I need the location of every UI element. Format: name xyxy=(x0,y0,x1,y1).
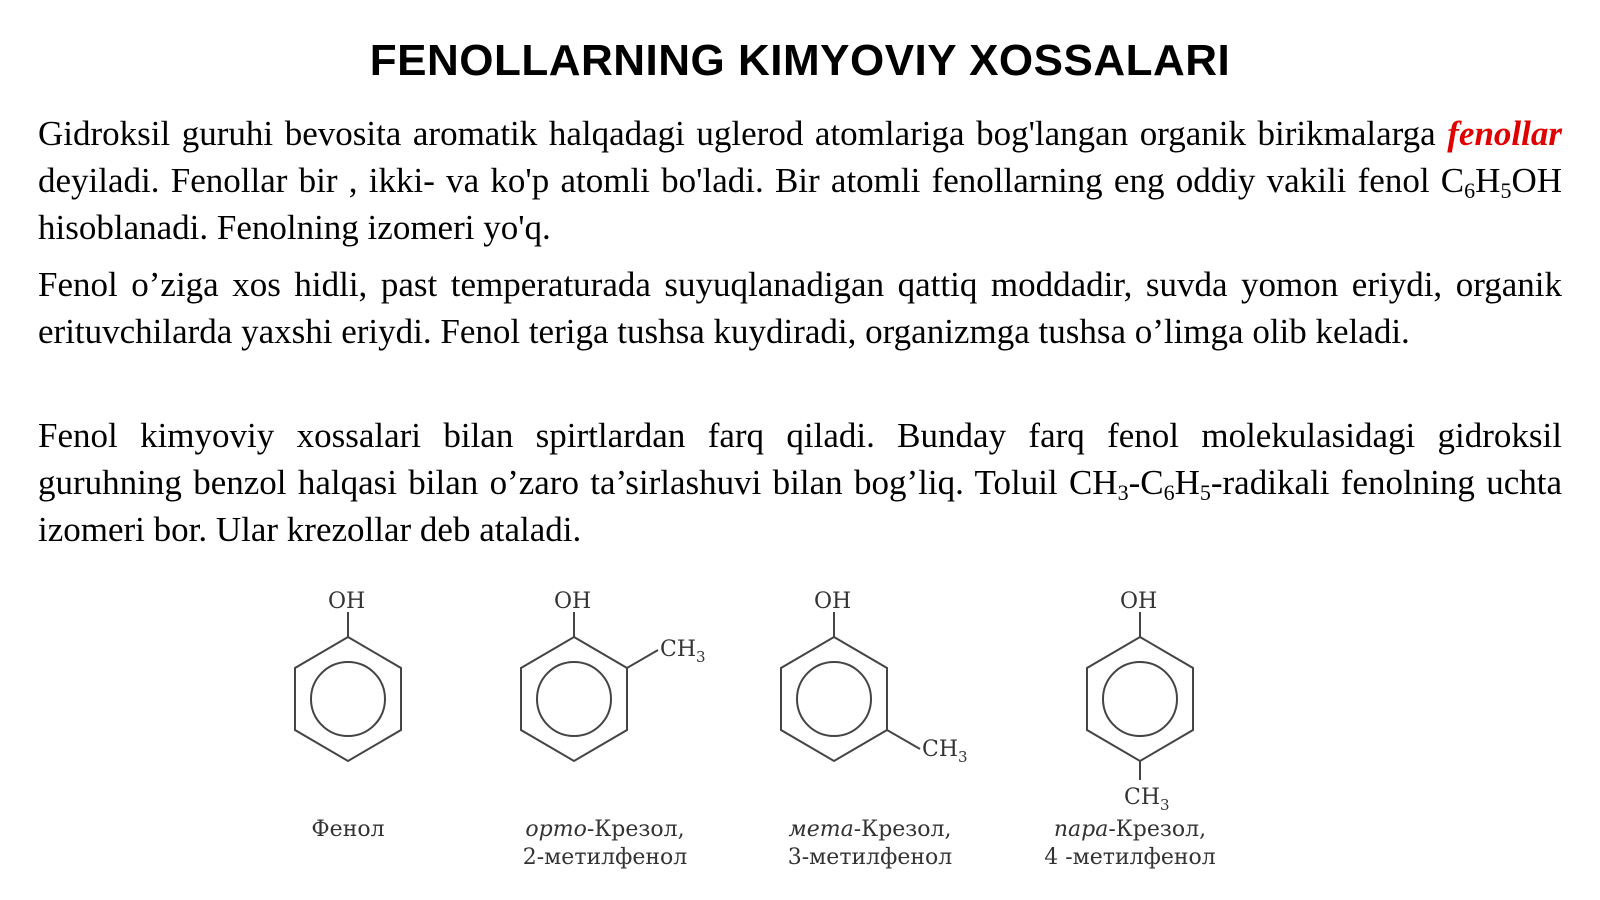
slide-title: FENOLLARNING KIMYOVIY XOSSALARI xyxy=(369,36,1231,85)
subscript: 5 xyxy=(1199,480,1211,505)
paragraph-cresols xyxy=(38,412,1562,553)
caption-prefix: орто xyxy=(525,817,587,842)
oh-label: OH xyxy=(1120,589,1158,614)
phenol-caption: Фенол xyxy=(311,817,385,842)
oh-label: OH xyxy=(814,589,852,614)
highlight-term: fenollar xyxy=(1447,114,1562,153)
caption-line: 3-метилфенол xyxy=(787,845,953,870)
para-cresol-caption xyxy=(1030,816,1230,872)
caption-line xyxy=(1030,816,1230,844)
caption-line: 4 -метилфенол xyxy=(1044,845,1216,870)
paragraph-text: H xyxy=(1475,161,1501,200)
subscript: 6 xyxy=(1464,178,1476,203)
structures-panel xyxy=(0,560,1600,900)
paragraph-text: H xyxy=(1174,463,1200,502)
paragraph-text: Fenol kimyoviy xossalari bilan spirtlardan farq qiladi. Bunday farq fenol molekulasidagi gidroksil guruhning benzol halqasi bilan o’zaro ta’sirlashuvi bilan bog’liq. Toluil CH xyxy=(38,416,1562,502)
oh-label: OH xyxy=(554,589,592,614)
meta-cresol-caption xyxy=(770,816,970,872)
paragraph-text: deyiladi. Fenollar bir , ikki- va ko'p atomli bo'ladi. Bir atomli fenollarning eng oddiy vakili fenol C xyxy=(38,161,1465,200)
para-cresol-structure xyxy=(1087,612,1193,780)
caption-text: -Крезол, xyxy=(1108,817,1207,842)
paragraph-text: OH hisoblanadi. Fenolning izomeri yo'q. xyxy=(38,161,1562,247)
ch3-label: $CH_3$ xyxy=(1124,785,1170,814)
caption-line xyxy=(505,816,705,844)
paragraph-definition xyxy=(38,110,1562,251)
subscript: 3 xyxy=(1117,480,1129,505)
caption-text: -Крезол, xyxy=(586,817,685,842)
caption-line: 2-метилфенол xyxy=(522,845,688,870)
subscript: 5 xyxy=(1500,178,1512,203)
ortho-cresol-structure xyxy=(521,612,658,761)
ch3-label: $CH_3$ xyxy=(660,637,706,666)
caption-prefix: мета xyxy=(788,817,854,842)
caption-text: -Крезол, xyxy=(853,817,952,842)
meta-cresol-structure xyxy=(781,612,920,761)
phenol-structure xyxy=(295,612,401,761)
ortho-cresol-caption xyxy=(505,816,705,872)
caption-line xyxy=(770,816,970,844)
paragraph-properties: Fenol o’ziga xos hidli, past temperaturada suyuqlanadigan qattiq moddadir, suvda yomon eriydi, organik erituvchilarda yaxshi eriydi. Fenol teriga tushsa kuydiradi, organizmga tushsa o’limga olib keladi. xyxy=(38,265,1562,351)
paragraph-text: Gidroksil guruhi bevosita aromatik halqadagi uglerod atomlariga bog'langan organik birikmalarga xyxy=(38,114,1448,153)
subscript: 6 xyxy=(1163,480,1175,505)
paragraph-text: -radikali fenolning uchta izomeri bor. Ular krezollar deb ataladi. xyxy=(38,463,1563,549)
ch3-label: $CH_3$ xyxy=(922,737,968,766)
oh-label: OH xyxy=(328,589,366,614)
paragraph-text: -C xyxy=(1128,463,1164,502)
caption-prefix: пара xyxy=(1053,817,1109,842)
